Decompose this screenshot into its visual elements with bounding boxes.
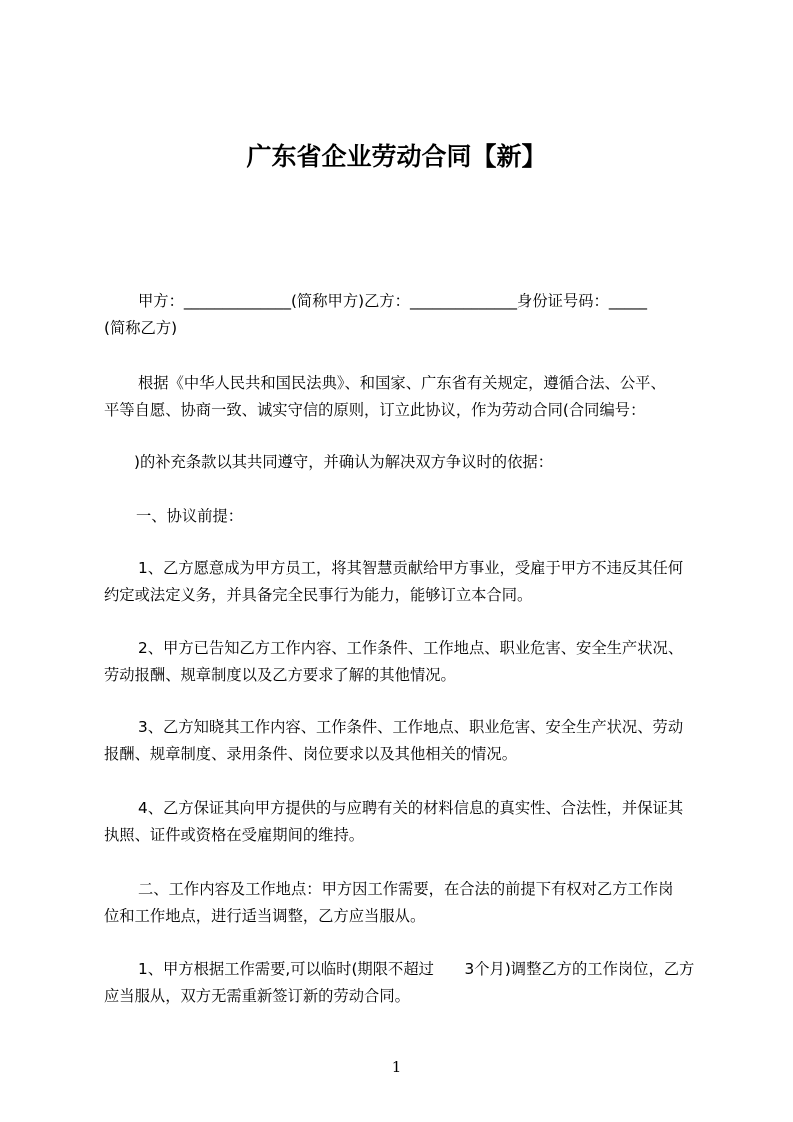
document-title: 广东省企业劳动合同【新】 [246, 142, 547, 171]
clause-2-1-line-2: 应当服从，双方无需重新签订新的劳动合同。 [104, 987, 410, 1005]
clause-1-2-line-2: 劳动报酬、规章制度以及乙方要求了解的其他情况。 [104, 666, 456, 684]
clause-1-3-line-2: 报酬、规章制度、录用条件、岗位要求以及其他相关的情况。 [104, 745, 518, 763]
clause-1-4-line-2: 执照、证件或资格在受雇期间的维持。 [104, 826, 365, 844]
clause-1-4-line-1: 4、乙方保证其向甲方提供的与应聘有关的材料信息的真实性、合法性，并保证其 [138, 799, 684, 817]
clause-1-3-line-1: 3、乙方知晓其工作内容、工作条件、工作地点、职业危害、安全生产状况、劳动 [138, 718, 684, 736]
preamble-line-2: 平等自愿、协商一致、诚实守信的原则，订立此协议，作为劳动合同(合同编号： [104, 401, 646, 419]
parties-line-1: 甲方：______________(简称甲方)乙方：______________身份证号码：_____ [138, 292, 648, 310]
section-1-heading: 一、协议前提： [136, 507, 244, 525]
clause-1-1-line-2: 约定或法定义务，并具备完全民事行为能力，能够订立本合同。 [104, 586, 533, 604]
clause-1-1-line-1: 1、乙方愿意成为甲方员工，将其智慧贡献给甲方事业，受雇于甲方不违反其任何 [138, 559, 684, 577]
page-number: 1 [391, 1058, 402, 1076]
section-2-line-2: 位和工作地点，进行适当调整，乙方应当服从。 [104, 907, 426, 925]
clause-1-2-line-1: 2、甲方已告知乙方工作内容、工作条件、工作地点、职业危害、安全生产状况、 [138, 639, 684, 657]
parties-line-2: (简称乙方) [104, 319, 178, 337]
section-2-line-1: 二、工作内容及工作地点：甲方因工作需要，在合法的前提下有权对乙方工作岗 [138, 880, 674, 898]
preamble-line-3: )的补充条款以其共同遵守，并确认为解决双方争议时的依据： [134, 453, 553, 471]
clause-2-1-line-1: 1、甲方根据工作需要,可以临时(期限不超过 3个月)调整乙方的工作岗位，乙方 [138, 960, 695, 978]
preamble-line-1: 根据《中华人民共和国民法典》、和国家、广东省有关规定，遵循合法、公平、 [138, 374, 666, 392]
